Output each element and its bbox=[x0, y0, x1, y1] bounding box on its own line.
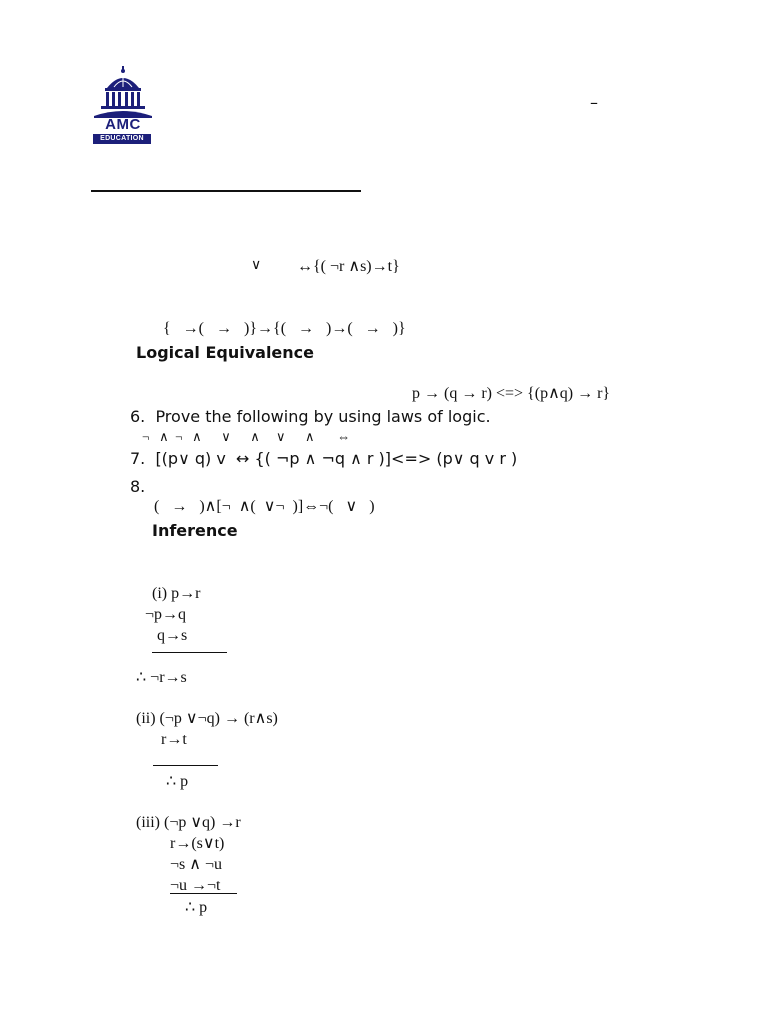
inference-i-conclusion: ∴ ¬r→s bbox=[136, 669, 187, 686]
amc-education-logo bbox=[92, 66, 154, 148]
inference-i-rule bbox=[152, 652, 227, 653]
header-rule bbox=[91, 190, 361, 192]
inference-ii-conclusion: ∴ p bbox=[166, 773, 189, 790]
inference-i-premise-1: (i) p→r bbox=[152, 585, 201, 602]
question-6: 6. Prove the following by using laws of logic. bbox=[130, 407, 491, 426]
inference-iii-premise-3: ¬s ∧ ¬u bbox=[170, 856, 222, 873]
inference-iii-premise-4: ¬u →¬t bbox=[170, 877, 221, 894]
section-heading-inference: Inference bbox=[152, 521, 238, 540]
inference-iii-premise-2: r→(s∨t) bbox=[170, 835, 225, 852]
question-7: 7. [(p∨ q) v ↔ {( ¬p ∧ ¬q ∧ r )]<=> (p∨ q v r ) bbox=[130, 449, 518, 468]
formula-fragment-1: ↔{( ¬r ∧s)→t} bbox=[297, 258, 400, 275]
inference-iii-rule bbox=[170, 893, 237, 894]
formula-fragment-2: { →( → )}→{( → )→( → )} bbox=[163, 320, 406, 337]
question-6-symbols: ¬ ∧ ¬ ∧ ∨ ∧ ∨ ∧ ⇔ bbox=[142, 429, 351, 444]
question-8-number: 8. bbox=[130, 477, 146, 496]
inference-ii-premise-1: (ii) (¬p ∨¬q) → (r∧s) bbox=[136, 710, 278, 727]
dome-icon bbox=[92, 66, 154, 118]
question-8-formula: ( → )∧[¬ ∧( ∨¬ )]⇔¬( ∨ ) bbox=[154, 498, 375, 515]
inference-iii-conclusion: ∴ p bbox=[185, 899, 208, 916]
inference-i-premise-3: q→s bbox=[157, 627, 188, 644]
formula-fragment-or: ∨ bbox=[251, 258, 262, 273]
logo-text: AMC bbox=[105, 116, 141, 133]
inference-iii-premise-1: (iii) (¬p ∨q) →r bbox=[136, 814, 241, 831]
logo-subtext: EDUCATION bbox=[93, 134, 151, 144]
inference-ii-premise-2: r→t bbox=[161, 731, 187, 748]
inference-ii-rule bbox=[153, 765, 218, 766]
equivalence-formula: p → (q → r) <=> {(p∧q) → r} bbox=[412, 385, 611, 402]
header-dash: – bbox=[590, 93, 598, 112]
section-heading-logical-equivalence: Logical Equivalence bbox=[136, 343, 315, 362]
inference-i-premise-2: ¬p→q bbox=[145, 606, 187, 623]
